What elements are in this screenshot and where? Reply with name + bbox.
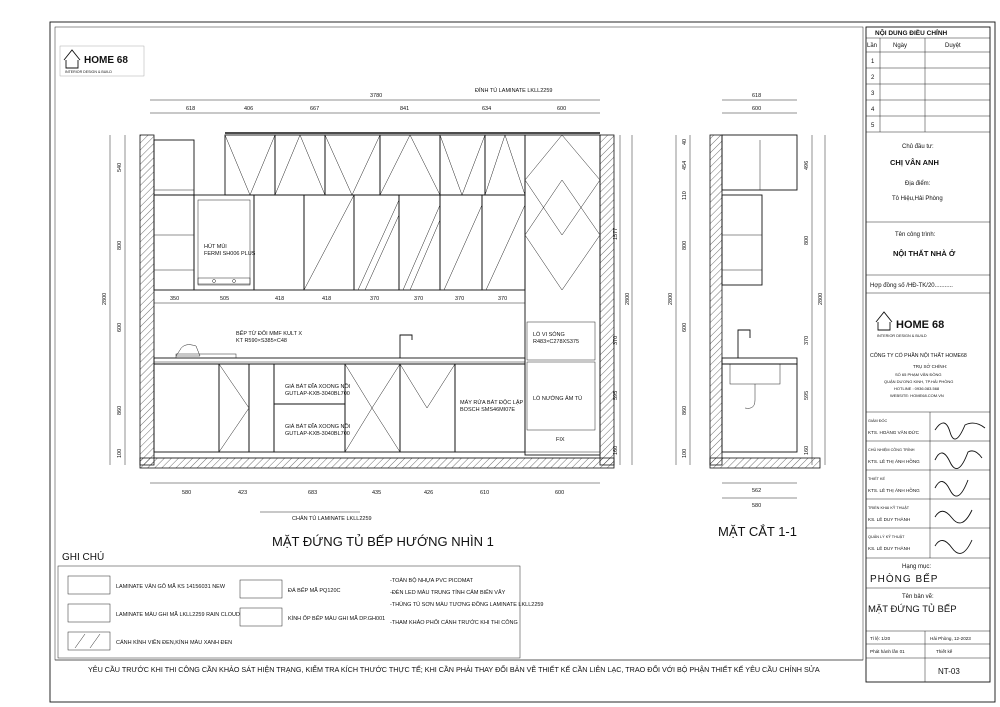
svg-text:800: 800 (117, 240, 123, 250)
svg-text:TRỤ SỞ CHÍNH:: TRỤ SỞ CHÍNH: (913, 364, 948, 369)
svg-text:Tên công trình:: Tên công trình: (895, 232, 936, 238)
svg-text:160: 160 (804, 445, 810, 455)
svg-text:860: 860 (117, 405, 123, 415)
svg-text:GIÁM ĐỐC: GIÁM ĐỐC (868, 419, 888, 423)
right-dimensions (613, 135, 632, 465)
svg-text:Tỉ lệ: 1/20: Tỉ lệ: 1/20 (870, 636, 891, 641)
swatch-wood (68, 576, 110, 594)
backsplash (154, 290, 525, 362)
swatch-stone (240, 580, 282, 598)
mid-dimensions (154, 296, 525, 303)
svg-text:110: 110 (682, 191, 688, 200)
svg-text:667: 667 (310, 106, 320, 112)
svg-text:KÍNH ỐP BẾP MÀU GHI MÃ DP.GH00: KÍNH ỐP BẾP MÀU GHI MÃ DP.GH001 (288, 616, 386, 622)
svg-text:683: 683 (308, 490, 318, 496)
svg-text:ĐỈNH TỦ LAMINATE LKLL2259: ĐỈNH TỦ LAMINATE LKLL2259 (475, 88, 553, 94)
house-icon (876, 312, 892, 330)
svg-text:610: 610 (480, 490, 490, 496)
svg-text:100: 100 (682, 448, 688, 458)
tall-cabinet (525, 135, 600, 455)
svg-text:TRIỂN KHAI KỸ THUẬT: TRIỂN KHAI KỸ THUẬT (868, 506, 910, 510)
svg-text:634: 634 (482, 106, 492, 112)
svg-text:CHỦ NHIỆM CÔNG TRÌNH: CHỦ NHIỆM CÔNG TRÌNH (868, 448, 915, 452)
svg-text:595: 595 (613, 390, 619, 400)
svg-text:505: 505 (220, 296, 230, 302)
svg-text:860: 860 (682, 405, 688, 415)
svg-text:435: 435 (372, 490, 382, 496)
svg-text:SỐ 65 PHẠM VĂN ĐỒNG: SỐ 65 PHẠM VĂN ĐỒNG (895, 372, 942, 377)
svg-text:KTS. HOÀNG VĂN ĐỨC: KTS. HOÀNG VĂN ĐỨC (868, 430, 919, 435)
hood-cabinet (194, 195, 254, 290)
faucet (400, 335, 412, 358)
svg-text:GIÁ BÁT ĐĨA XOONG NỒIGUTLAP-KX: GIÁ BÁT ĐĨA XOONG NỒI GUTLAP-KXB-3040BL700 (285, 384, 351, 397)
svg-text:40: 40 (682, 138, 688, 145)
floor (140, 458, 614, 468)
svg-text:KS. LÊ DUY THÀNH: KS. LÊ DUY THÀNH (868, 546, 911, 551)
signature (935, 423, 985, 439)
swatch-glass (68, 632, 110, 650)
svg-text:CHÂN TỦ LAMINATE LKLL2259: CHÂN TỦ LAMINATE LKLL2259 (292, 516, 372, 522)
svg-text:418: 418 (322, 296, 332, 302)
svg-text:418: 418 (275, 296, 285, 302)
right-wall (600, 135, 614, 465)
svg-text:454: 454 (682, 160, 688, 170)
svg-text:370: 370 (370, 296, 380, 302)
svg-text:KS. LÊ DUY THÀNH: KS. LÊ DUY THÀNH (868, 517, 911, 522)
svg-text:370: 370 (414, 296, 424, 302)
svg-text:426: 426 (424, 490, 434, 496)
svg-text:LAMINATE MÀU GHI MÃ LKLL2259 R: LAMINATE MÀU GHI MÃ LKLL2259 RAIN CLOUD (116, 612, 240, 618)
svg-text:2800: 2800 (668, 292, 674, 305)
sink (730, 364, 780, 384)
svg-text:FIX: FIX (556, 437, 565, 443)
svg-text:600: 600 (752, 106, 762, 112)
svg-text:INTERIOR DESIGN & BUILD: INTERIOR DESIGN & BUILD (877, 334, 927, 338)
logo-name: HOME 68 (84, 55, 128, 66)
svg-text:841: 841 (400, 106, 410, 112)
svg-text:CÔNG TY CỔ PHẦN NỘI THẤT HOME6: CÔNG TY CỔ PHẦN NỘI THẤT HOME68 (870, 353, 967, 359)
svg-text:2800: 2800 (102, 292, 108, 305)
svg-text:600: 600 (557, 106, 567, 112)
bottom-dimensions (150, 483, 600, 522)
pot (176, 345, 200, 356)
swatch-grey (68, 604, 110, 622)
svg-text:HOME 68: HOME 68 (896, 319, 945, 331)
svg-text:-THAM KHẢO PHỐI CÁNH TRƯỚC KHI: -THAM KHẢO PHỐI CÁNH TRƯỚC KHI THI CÔNG (390, 620, 518, 626)
svg-text:160: 160 (613, 445, 619, 455)
signature-rows (866, 412, 990, 558)
svg-text:600: 600 (555, 490, 565, 496)
svg-text:Tô Hiệu,Hải Phòng: Tô Hiệu,Hải Phòng (892, 196, 943, 202)
section-right-dims (804, 135, 825, 465)
svg-text:370: 370 (804, 335, 810, 345)
elevation-title: MẶT ĐỨNG TỦ BẾP HƯỚNG NHÌN 1 (272, 534, 494, 549)
svg-text:5: 5 (871, 123, 875, 129)
section-title: MẶT CẮT 1-1 (718, 524, 797, 539)
svg-text:CHỊ VÂN ANH: CHỊ VÂN ANH (890, 158, 939, 167)
svg-text:370: 370 (498, 296, 508, 302)
title-block (866, 27, 990, 682)
left-dimensions (102, 135, 125, 465)
svg-text:3: 3 (871, 91, 875, 97)
logo-tagline: INTERIOR DESIGN & BUILD (65, 70, 112, 74)
svg-text:1577: 1577 (613, 227, 619, 240)
svg-text:NỘI THẤT NHÀ Ở: NỘI THẤT NHÀ Ở (893, 249, 956, 258)
footer-note: YÊU CẦU TRƯỚC KHI THI CÔNG CẦN KHẢO SÁT HIỆN TRẠNG, KIỂM TRA KÍCH THƯỚC THỰC TẾ; KHI CẦN PHẢI THAY ĐỔI BẢN VẼ THIẾT KẾ CẦN LIÊN LẠC, TRAO ĐỔI VỚI BỘ PHẬN THIẾT KẾ YÊU CẦU CHỈNH SỬA (88, 665, 820, 674)
svg-text:3780: 3780 (370, 93, 383, 99)
signature (935, 451, 982, 469)
svg-text:QUẢN LÝ KỸ THUẬT: QUẢN LÝ KỸ THUẬT (868, 535, 905, 539)
svg-text:Hợp đồng số /HĐ-TK/20........: Hợp đồng số /HĐ-TK/20........... (870, 283, 953, 289)
svg-text:MÁY RỬA BÁT ĐỘC LẬPBOSCH SMS46: MÁY RỬA BÁT ĐỘC LẬP BOSCH SMS46MI07E (460, 400, 524, 413)
svg-text:580: 580 (752, 503, 762, 509)
swatch-glass-grey (240, 608, 282, 626)
svg-text:Chủ đầu tư:: Chủ đầu tư: (902, 144, 934, 150)
svg-text:600: 600 (117, 322, 123, 332)
svg-text:Lần: Lần (867, 43, 878, 49)
svg-text:MẶT ĐỨNG TỦ BẾP: MẶT ĐỨNG TỦ BẾP (868, 604, 957, 615)
left-wall (140, 135, 154, 465)
svg-text:580: 580 (182, 490, 192, 496)
elevation-drawing (102, 87, 632, 549)
svg-text:406: 406 (244, 106, 254, 112)
upper-open-shelf-left (154, 140, 194, 195)
svg-text:-TOÀN BỘ NHỰA PVC PICOMAT: -TOÀN BỘ NHỰA PVC PICOMAT (390, 578, 474, 584)
svg-text:-THÙNG TỦ SƠN MÀU TƯƠNG ĐỒNG L: -THÙNG TỦ SƠN MÀU TƯƠNG ĐỒNG LAMINATE LKLL2259 (390, 602, 544, 608)
svg-text:THIẾT KẾ: THIẾT KẾ (868, 477, 886, 481)
svg-text:800: 800 (682, 240, 688, 250)
svg-text:4: 4 (871, 107, 875, 113)
base-cabinets (154, 364, 600, 458)
svg-text:LÒ NƯỚNG ÂM TỦ: LÒ NƯỚNG ÂM TỦ (533, 396, 583, 402)
svg-text:ĐÁ BẾP MÃ PQ120C: ĐÁ BẾP MÃ PQ120C (288, 588, 341, 594)
svg-text:2800: 2800 (625, 292, 631, 305)
svg-text:Tên bản vẽ:: Tên bản vẽ: (902, 594, 934, 600)
svg-text:LAMINATE VÂN GỖ MÃ KS 14156031: LAMINATE VÂN GỖ MÃ KS 14156031 NEW (116, 584, 226, 590)
section-faucet (738, 330, 750, 358)
svg-text:KTS. LÊ THỊ ÁNH HỒNG: KTS. LÊ THỊ ÁNH HỒNG (868, 488, 920, 493)
legend (58, 550, 544, 658)
svg-text:800: 800 (804, 235, 810, 245)
section-bottom-dims (722, 483, 797, 509)
svg-text:100: 100 (117, 448, 123, 458)
svg-text:LÒ VI SÓNGR483×C278XS375: LÒ VI SÓNG R483×C278XS375 (533, 332, 580, 345)
hood-label: HÚT MÙI FERMI SH006 PLUS (204, 244, 256, 257)
svg-text:Ngày: Ngày (893, 43, 908, 49)
section-left-dims (668, 135, 690, 465)
svg-text:Hạng mục:: Hạng mục: (902, 564, 932, 570)
top-dimensions (150, 87, 600, 113)
revision-header: NỘI DUNG ĐIỀU CHỈNH (875, 30, 948, 37)
glass-doors (254, 195, 525, 290)
svg-text:GIÁ BÁT ĐĨA XOONG NỒIGUTLAP-KX: GIÁ BÁT ĐĨA XOONG NỒI GUTLAP-KXB-3040BL700 (285, 424, 351, 437)
section-top-dims (722, 93, 797, 113)
section-drawing (668, 93, 825, 539)
svg-text:1: 1 (871, 59, 875, 65)
signature (935, 510, 972, 523)
legend-title: GHI CHÚ (62, 552, 105, 563)
signature (935, 540, 972, 553)
signature (935, 480, 968, 496)
svg-text:496: 496 (804, 160, 810, 170)
svg-text:PHÒNG BẾP: PHÒNG BẾP (870, 574, 939, 585)
svg-text:-ĐÈN LED MÀU TRUNG TÍNH CẢM BI: -ĐÈN LED MÀU TRUNG TÍNH CẢM BIẾN VẪY (390, 590, 506, 596)
logo (60, 46, 144, 76)
svg-text:Thiết kế: Thiết kế (936, 649, 953, 654)
svg-text:HOTLINE : 0936.083.568: HOTLINE : 0936.083.568 (894, 386, 940, 391)
svg-text:370: 370 (613, 335, 619, 345)
svg-text:600: 600 (682, 322, 688, 332)
svg-text:Hải Phòng, 12-2023: Hải Phòng, 12-2023 (930, 636, 971, 641)
svg-text:618: 618 (752, 93, 762, 99)
svg-text:Địa điểm:: Địa điểm: (905, 181, 931, 187)
svg-text:618: 618 (186, 106, 196, 112)
svg-text:CÁNH KÍNH VIỀN ĐEN,KÍNH MÀU XA: CÁNH KÍNH VIỀN ĐEN,KÍNH MÀU XANH ĐEN (116, 640, 233, 646)
svg-text:423: 423 (238, 490, 248, 496)
svg-text:540: 540 (117, 162, 123, 172)
upper-diamond-doors (225, 135, 525, 195)
svg-text:Duyệt: Duyệt (945, 43, 961, 49)
svg-text:595: 595 (804, 390, 810, 400)
svg-text:562: 562 (752, 488, 762, 494)
svg-text:2: 2 (871, 75, 875, 81)
countertop (154, 358, 525, 364)
svg-text:370: 370 (455, 296, 465, 302)
svg-text:2800: 2800 (818, 292, 824, 305)
drawing-area-border (55, 27, 863, 660)
svg-text:KTS. LÊ THỊ ÁNH HỒNG: KTS. LÊ THỊ ÁNH HỒNG (868, 459, 920, 464)
svg-text:BẾP TỪ ĐÔI MMF KULT XKT R590×S: BẾP TỪ ĐÔI MMF KULT X KT R590×S385×C48 (236, 331, 303, 344)
svg-text:QUẬN DƯƠNG KINH, TP.HẢI PHÒNG: QUẬN DƯƠNG KINH, TP.HẢI PHÒNG (884, 379, 954, 384)
svg-text:Phát hành lần 01: Phát hành lần 01 (870, 649, 905, 654)
svg-text:350: 350 (170, 296, 180, 302)
sheet-number: NT-03 (938, 667, 960, 676)
svg-text:WEBSITE: HOME68.COM.VN: WEBSITE: HOME68.COM.VN (890, 393, 944, 398)
